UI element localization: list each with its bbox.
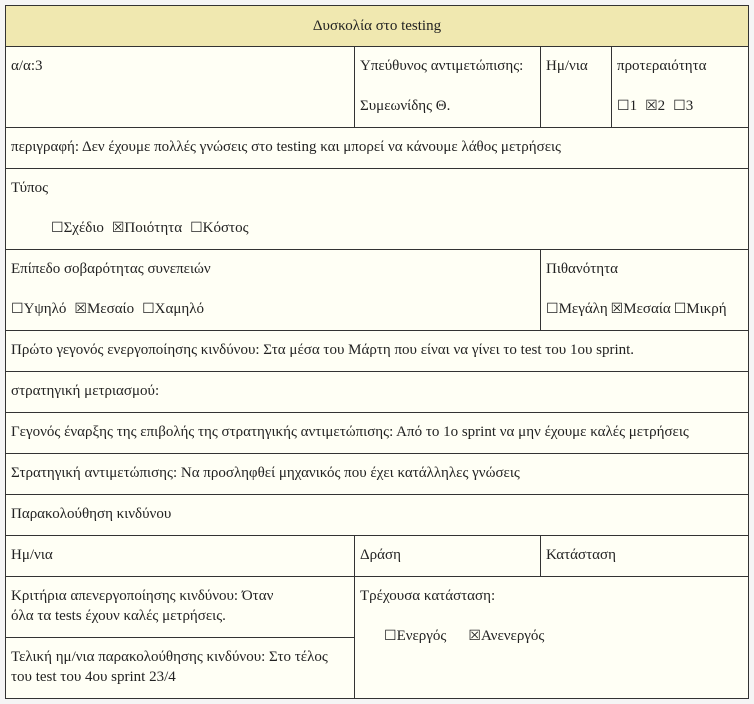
first-event-cell [5,330,749,372]
checkbox-icon: ☐ [617,98,630,114]
severity-cell [5,249,541,331]
status-option-active[interactable]: ☐Ενεργός [384,628,447,644]
type-options [51,220,257,237]
current-status-label: Τρέχουσα κατάσταση: [360,588,496,604]
checkbox-icon: ☐ [142,301,155,317]
current-status-options [384,628,552,645]
checkbox-icon: ☐ [673,98,686,114]
status-cell [540,535,749,577]
current-status-cell [354,576,749,699]
checkbox-icon: ☐ [51,220,64,236]
checkbox-icon: ☐ [673,301,687,317]
response-strategy-cell [5,453,749,495]
severity-option-medium[interactable]: ☒Μεσαίο [74,301,135,317]
severity-label: Επίπεδο σοβαρότητας συνεπειών [11,261,211,277]
action-label: Δράση [360,547,401,563]
mitigation-strategy: στρατηγική μετριασμού: [11,383,160,399]
probability-option-low[interactable]: ☐Μικρή [673,301,727,317]
type-option-quality[interactable]: ☒Ποιότητα [111,220,183,236]
final-date-line-1: Τελική ημ/νια παρακολούθησης κινδύνου: Στο τέλος [11,649,328,665]
checkbox-icon: ☐ [546,301,559,317]
date-cell [540,46,612,128]
checkbox-icon: ☒ [645,98,658,114]
severity-option-high[interactable]: ☐Υψηλό [11,301,67,317]
severity-options [11,301,212,318]
response-strategy: Στρατηγική αντιμετώπισης: Να προσληφθεί μηχανικός που έχει κατάλληλες γνώσεις [11,465,520,481]
responsible-name: Συμεωνίδης Θ. [360,98,451,114]
aa-number: α/α:3 [11,58,43,74]
priority-option-3[interactable]: ☐3 [673,98,694,114]
checkbox-icon: ☐ [11,301,24,317]
description: περιγραφή: Δεν έχουμε πολλές γνώσεις στο testing και μπορεί να κάνουμε λάθος μετρήσεις [11,139,561,155]
deactivation-line-1: Κριτήρια απενεργοποίησης κινδύνου: Όταν [11,588,274,604]
type-cell [5,168,749,250]
priority-option-2[interactable]: ☒2 [645,98,666,114]
type-option-plan[interactable]: ☐Σχέδιο [51,220,104,236]
final-date-line-2: του test του 4ου sprint 23/4 [11,669,176,685]
strategy-start: Γεγονός έναρξης της επιβολής της στρατηγικής αντιμετώπισης: Από το 1ο sprint να μην έχουμε καλές μετρήσεις [11,424,689,440]
form-title: Δυσκολία στο testing [5,5,749,47]
deactivation-line-2: όλα τα tests έχουν καλές μετρήσεις. [11,608,226,624]
checkbox-icon: ☐ [384,628,397,644]
probability-cell [540,249,749,331]
checkbox-icon: ☒ [610,301,624,317]
responsible-label: Υπεύθυνος αντιμετώπισης: [360,58,524,74]
status-option-inactive[interactable]: ☒Ανενεργός [468,628,545,644]
checkbox-icon: ☒ [74,301,87,317]
type-option-cost[interactable]: ☐Κόστος [190,220,249,236]
responsible-cell [354,46,541,128]
final-date-cell [5,637,355,699]
monitor-date-label: Ημ/νια [11,547,53,563]
priority-cell [611,46,749,128]
strategy-start-cell [5,412,749,454]
priority-option-1[interactable]: ☐1 [617,98,638,114]
severity-option-low[interactable]: ☐Χαμηλό [142,301,205,317]
monitoring-cell [5,494,749,536]
status-label: Κατάσταση [546,547,616,563]
description-cell [5,127,749,169]
priority-label: προτεραιότητα [617,58,707,74]
type-label: Τύπος [11,180,49,196]
date-label: Ημ/νια [546,58,588,74]
action-cell [354,535,541,577]
checkbox-icon: ☒ [468,628,481,644]
checkbox-icon: ☐ [190,220,203,236]
priority-options [617,98,701,115]
probability-options [546,301,727,318]
risk-form [5,5,749,699]
first-event: Πρώτο γεγονός ενεργοποίησης κινδύνου: Στα μέσα του Μάρτη που είναι να γίνει το test του 1ου sprint. [11,342,635,358]
deactivation-cell [5,576,355,638]
probability-label: Πιθανότητα [546,261,618,277]
monitor-date-cell [5,535,355,577]
checkbox-icon: ☒ [111,220,125,236]
aa-cell [5,46,355,128]
monitoring-heading: Παρακολούθηση κινδύνου [11,506,172,522]
probability-option-medium[interactable]: ☒Μεσαία [610,301,671,317]
probability-option-high[interactable]: ☐Μεγάλη [546,301,608,317]
mitigation-cell [5,371,749,413]
